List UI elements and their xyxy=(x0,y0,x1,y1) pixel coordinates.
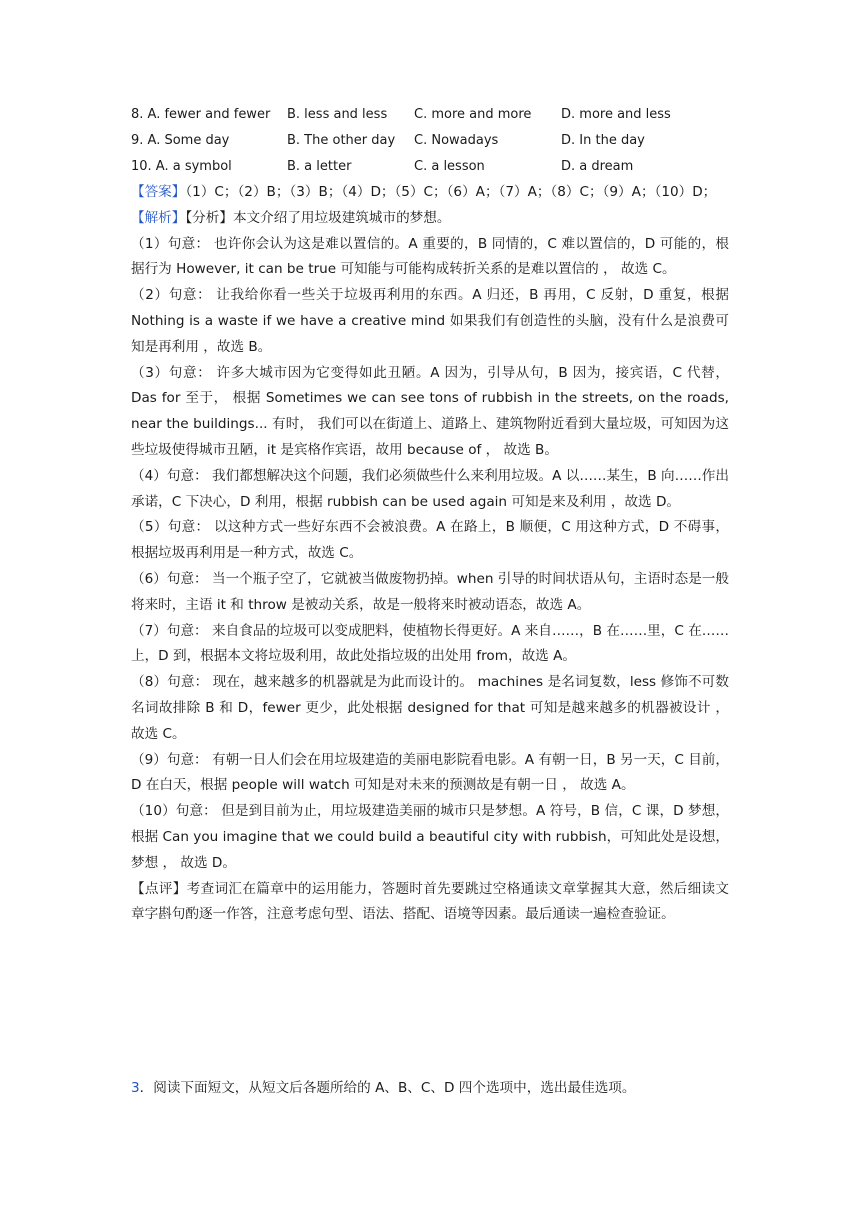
analysis-item: （4）句意： 我们都想解决这个问题，我们必须做些什么来利用垃圾。A 以……某生，B 向……作出承诺，C 下决心，D 利用，根据 rubbish can be used again 可知是来及利用 ，故选 D。 xyxy=(131,467,729,510)
next-question-heading xyxy=(131,1075,731,1101)
option-b: B. a letter xyxy=(287,159,352,174)
option-c: C. more and more xyxy=(414,107,532,122)
option-c: C. a lesson xyxy=(414,159,485,174)
analysis-summary: 【分析】本文介绍了用垃圾建筑城市的梦想。 xyxy=(185,209,451,226)
option-a: 9. A. Some day xyxy=(131,133,230,148)
option-b: B. The other day xyxy=(287,133,396,148)
answer-label: 【答案】 xyxy=(131,184,186,200)
option-a: 8. A. fewer and fewer xyxy=(131,107,271,122)
option-d: D. In the day xyxy=(561,133,645,148)
option-d: D. a dream xyxy=(561,159,634,174)
option-b: B. less and less xyxy=(287,107,388,122)
analysis-item: （10）句意： 但是到目前为止，用垃圾建造美丽的城市只是梦想。A 符号，B 信，C 课，D 梦想，根据 Can you imagine that we could build a beautiful city with rubbish，可知此处是设想，梦想 ， 故选 D。 xyxy=(131,803,729,871)
analysis-label: 【解析】 xyxy=(131,209,186,226)
option-row-8 xyxy=(131,102,731,128)
answer-and-analysis xyxy=(131,180,729,928)
analysis-item: （6）句意： 当一个瓶子空了，它就被当做废物扔掉。when 引导的时间状语从句，主语时态是一般将来时，主语 it 和 throw 是被动关系，故是一般将来时被动语态，故选 A。 xyxy=(131,570,729,613)
analysis-item: （9）句意： 有朝一日人们会在用垃圾建造的美丽电影院看电影。A 有朝一日，B 另一天，C 目前，D 在白天，根据 people will watch 可知是对未来的预测故是有朝一日 ， 故选 A。 xyxy=(131,751,729,794)
answer-paragraph xyxy=(131,180,729,206)
analysis-item: （8）句意： 现在，越来越多的机器就是为此而设计的。 machines 是名词复数，less 修饰不可数名词故排除 B 和 D，fewer 更少，此处根据 designed for that 可知是越来越多的机器被设计 ， 故选 C。 xyxy=(131,674,729,742)
analysis-item: （2）句意： 让我给你看一些关于垃圾再利用的东西。A 归还，B 再用，C 反射，D 重复，根据 Nothing is a waste if we have a creative mind 如果我们有创造性的头脑，没有什么是浪费可知是再利用 ，故选 B。 xyxy=(131,287,729,355)
question-number: 3 xyxy=(131,1080,140,1096)
analysis-item: （3）句意： 许多大城市因为它变得如此丑陋。A 因为，引导从句，B 因为，接宾语，C 代替， Das for 至于， 根据 Sometimes we can see tons of rubbish in the streets, on the roads, near the buildings... 有时， 我们可以在街道上、道路上、建筑物附近看到大量垃圾，可知因为这些垃圾使得城市丑陋，it 是宾格作宾语，故用 because of ， 故选 B。 xyxy=(131,364,729,458)
analysis-intro xyxy=(131,206,729,232)
analysis-item: （5）句意： 以这种方式一些好东西不会被浪费。A 在路上，B 顺便，C 用这种方式，D 不碍事，根据垃圾再利用是一种方式，故选 C。 xyxy=(131,519,729,562)
review-paragraph: 【点评】考查词汇在篇章中的运用能力，答题时首先要跳过空格通读文章掌握其大意，然后细读文章字斟句酌逐一作答，注意考虑句型、语法、搭配、语境等因素。最后通读一遍检查验证。 xyxy=(131,880,729,923)
option-row-10 xyxy=(131,154,731,180)
options-block xyxy=(131,102,731,180)
option-a: 10. A. a symbol xyxy=(131,159,232,174)
option-row-9 xyxy=(131,128,731,154)
answer-text: （1）C；（2）B；（3）B；（4）D；（5）C；（6）A；（7）A；（8）C；（9）A；（10）D； xyxy=(185,184,717,200)
analysis-item: （1）句意： 也许你会认为这是难以置信的。A 重要的，B 同情的，C 难以置信的，D 可能的，根据行为 However, it can be true 可知能与可能构成转折关系的是难以置信的 ， 故选 C。 xyxy=(131,235,729,278)
option-d: D. more and less xyxy=(561,107,671,122)
option-c: C. Nowadays xyxy=(414,133,499,148)
analysis-item: （7）句意： 来自食品的垃圾可以变成肥料，使植物长得更好。A 来自……，B 在……里，C 在……上，D 到，根据本文将垃圾利用，故此处指垃圾的出处用 from，故选 A。 xyxy=(131,622,729,665)
question-instruction: ．阅读下面短文，从短文后各题所给的 A、B、C、D 四个选项中，选出最佳选项。 xyxy=(139,1080,636,1096)
